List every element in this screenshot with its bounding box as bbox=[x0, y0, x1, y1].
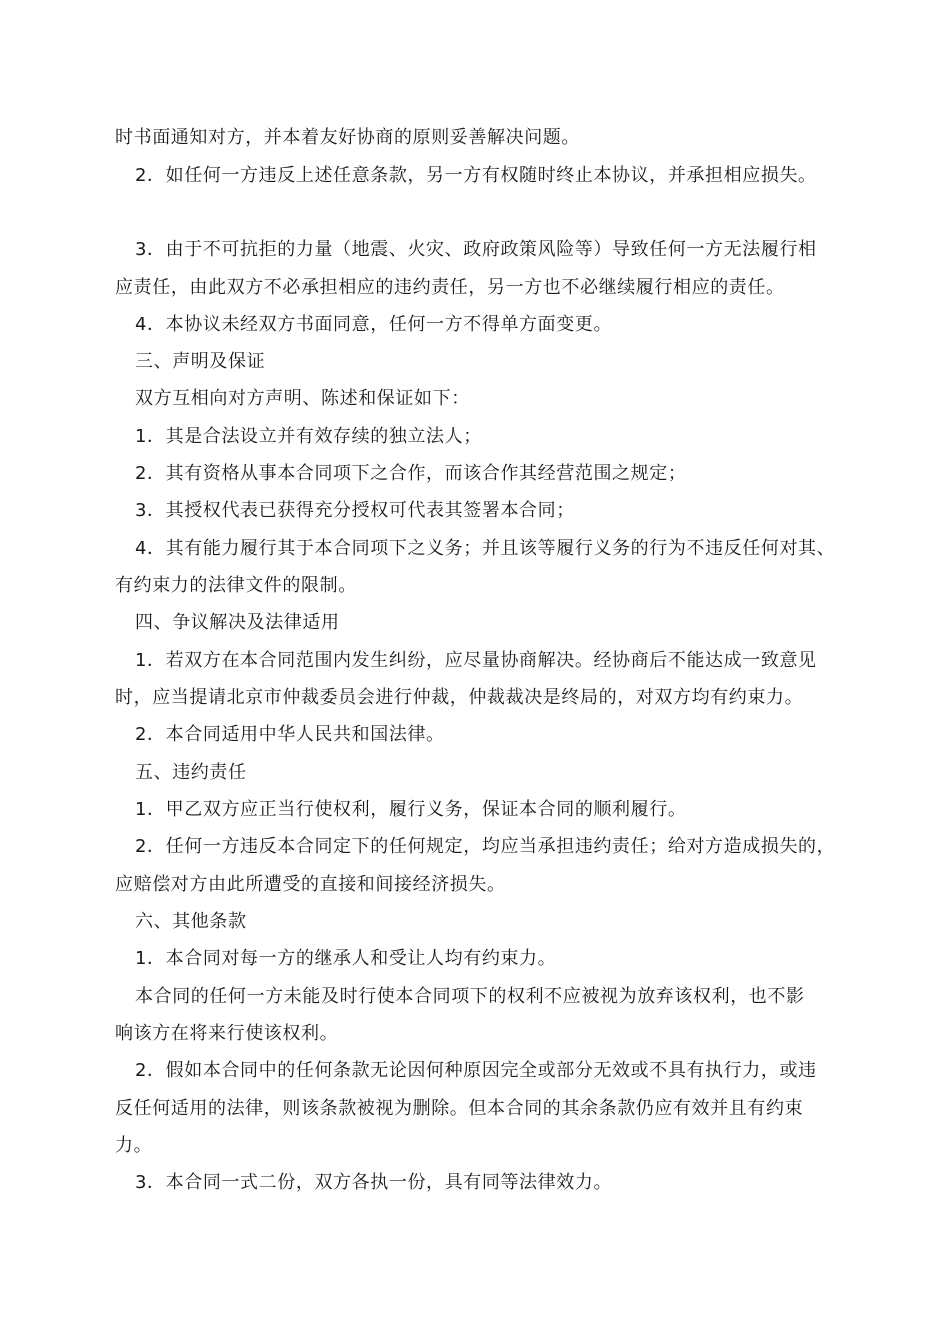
paragraph-line: 3．其授权代表已获得充分授权可代表其签署本合同； bbox=[135, 500, 575, 521]
section-heading: 三、声明及保证 bbox=[135, 351, 266, 372]
paragraph-line: 2．如任何一方违反上述任意条款，另一方有权随时终止本协议，并承担相应损失。 bbox=[135, 165, 817, 186]
paragraph-line: 反任何适用的法律，则该条款被视为删除。但本合同的其余条款仍应有效并且有约束 bbox=[115, 1098, 804, 1119]
paragraph-line: 1．甲乙双方应正当行使权利，履行义务，保证本合同的顺利履行。 bbox=[135, 799, 687, 820]
paragraph-line: 本合同的任何一方未能及时行使本合同项下的权利不应被视为放弃该权利，也不影 bbox=[135, 986, 805, 1007]
paragraph-line: 应责任，由此双方不必承担相应的违约责任，另一方也不必继续履行相应的责任。 bbox=[115, 277, 785, 298]
section-heading: 六、其他条款 bbox=[135, 911, 247, 932]
section-heading: 五、违约责任 bbox=[135, 762, 247, 783]
paragraph-line: 1．本合同对每一方的继承人和受让人均有约束力。 bbox=[135, 948, 557, 969]
paragraph-line: 有约束力的法律文件的限制。 bbox=[115, 575, 357, 596]
paragraph-line: 1．若双方在本合同范围内发生纠纷，应尽量协商解决。经协商后不能达成一致意见 bbox=[135, 650, 817, 671]
paragraph-line: 时，应当提请北京市仲裁委员会进行仲裁，仲裁裁决是终局的，对双方均有约束力。 bbox=[115, 687, 804, 708]
paragraph-line: 2．本合同适用中华人民共和国法律。 bbox=[135, 724, 445, 745]
paragraph-line: 1．其是合法设立并有效存续的独立法人； bbox=[135, 426, 482, 447]
section-heading: 四、争议解决及法律适用 bbox=[135, 612, 340, 633]
paragraph-line: 4．其有能力履行其于本合同项下之义务；并且该等履行义务的行为不违反任何对其、 bbox=[135, 538, 836, 559]
paragraph-line: 3．本合同一式二份，双方各执一份，具有同等法律效力。 bbox=[135, 1172, 613, 1193]
paragraph-line: 应赔偿对方由此所遭受的直接和间接经济损失。 bbox=[115, 874, 506, 895]
paragraph-line: 响该方在将来行使该权利。 bbox=[115, 1023, 339, 1044]
paragraph-line: 2．假如本合同中的任何条款无论因何种原因完全或部分无效或不具有执行力，或违 bbox=[135, 1060, 817, 1081]
paragraph-line: 力。 bbox=[115, 1135, 153, 1156]
paragraph-line: 3．由于不可抗拒的力量（地震、火灾、政府政策风险等）导致任何一方无法履行相 bbox=[135, 239, 817, 260]
paragraph-line: 2．任何一方违反本合同定下的任何规定，均应当承担违约责任；给对方造成损失的， bbox=[135, 836, 836, 857]
paragraph-line: 时书面通知对方，并本着友好协商的原则妥善解决问题。 bbox=[115, 127, 580, 148]
paragraph-line: 双方互相向对方声明、陈述和保证如下： bbox=[135, 388, 470, 409]
paragraph-line: 2．其有资格从事本合同项下之合作，而该合作其经营范围之规定； bbox=[135, 463, 687, 484]
paragraph-line: 4．本协议未经双方书面同意，任何一方不得单方面变更。 bbox=[135, 314, 613, 335]
